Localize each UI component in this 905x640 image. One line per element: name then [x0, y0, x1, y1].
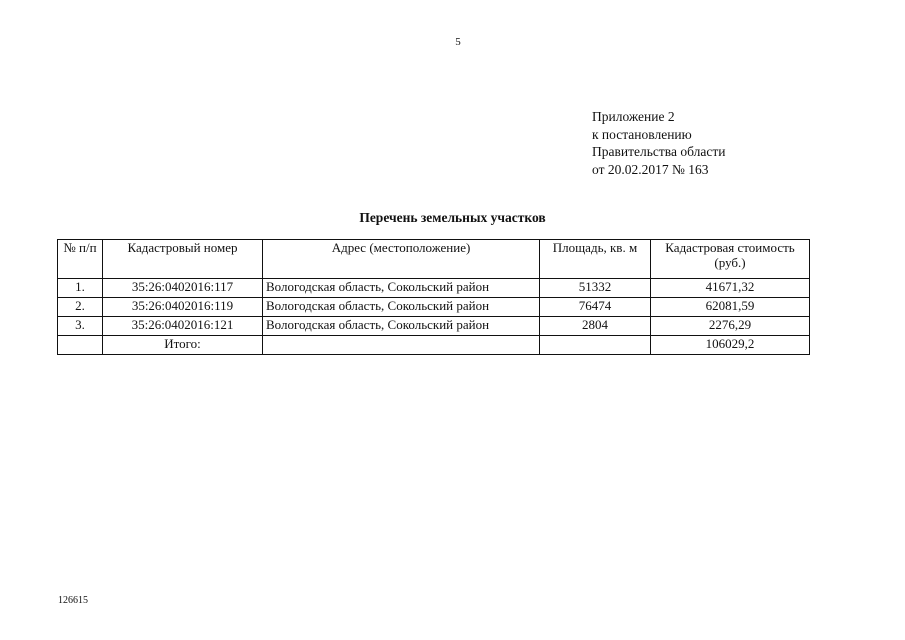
cell-cadastral-value: 62081,59 — [651, 298, 810, 317]
table-row — [58, 298, 810, 317]
appendix-line: Приложение 2 — [592, 109, 675, 124]
total-value: 106029,2 — [651, 336, 810, 355]
appendix-line: Правительства области — [592, 144, 726, 159]
cell-number: 2. — [58, 298, 103, 317]
cell-number: 1. — [58, 279, 103, 298]
cell-address: Вологодская область, Сокольский район — [263, 298, 540, 317]
document-title: Перечень земельных участков — [359, 210, 546, 225]
table-total-row — [58, 336, 810, 355]
table-row — [58, 317, 810, 336]
cell-empty — [263, 336, 540, 355]
cell-cadastral-number: 35:26:0402016:119 — [103, 298, 263, 317]
cell-empty — [58, 336, 103, 355]
table-header-row — [58, 240, 810, 279]
appendix-block — [592, 108, 725, 178]
cell-cadastral-number: 35:26:0402016:121 — [103, 317, 263, 336]
cell-address: Вологодская область, Сокольский район — [263, 317, 540, 336]
header-cadastral-value: Кадастровая стоимость (руб.) — [651, 240, 810, 279]
cell-address: Вологодская область, Сокольский район — [263, 279, 540, 298]
cell-cadastral-number: 35:26:0402016:117 — [103, 279, 263, 298]
appendix-line: к постановлению — [592, 126, 692, 142]
header-area: Площадь, кв. м — [540, 240, 651, 279]
header-number: № п/п — [58, 240, 103, 279]
cell-cadastral-value: 2276,29 — [651, 317, 810, 336]
cell-empty — [540, 336, 651, 355]
header-cadastral-number: Кадастровый номер — [103, 240, 263, 279]
cell-area: 76474 — [540, 298, 651, 317]
cell-cadastral-value: 41671,32 — [651, 279, 810, 298]
cell-area: 2804 — [540, 317, 651, 336]
total-label: Итого: — [103, 336, 263, 355]
cell-number: 3. — [58, 317, 103, 336]
footer-code: 126615 — [58, 595, 88, 606]
table-row — [58, 279, 810, 298]
appendix-line: от 20.02.2017 № 163 — [592, 161, 709, 177]
land-plots-table — [57, 239, 810, 355]
page-number: 5 — [455, 36, 461, 48]
cell-area: 51332 — [540, 279, 651, 298]
header-address: Адрес (местоположение) — [263, 240, 540, 279]
